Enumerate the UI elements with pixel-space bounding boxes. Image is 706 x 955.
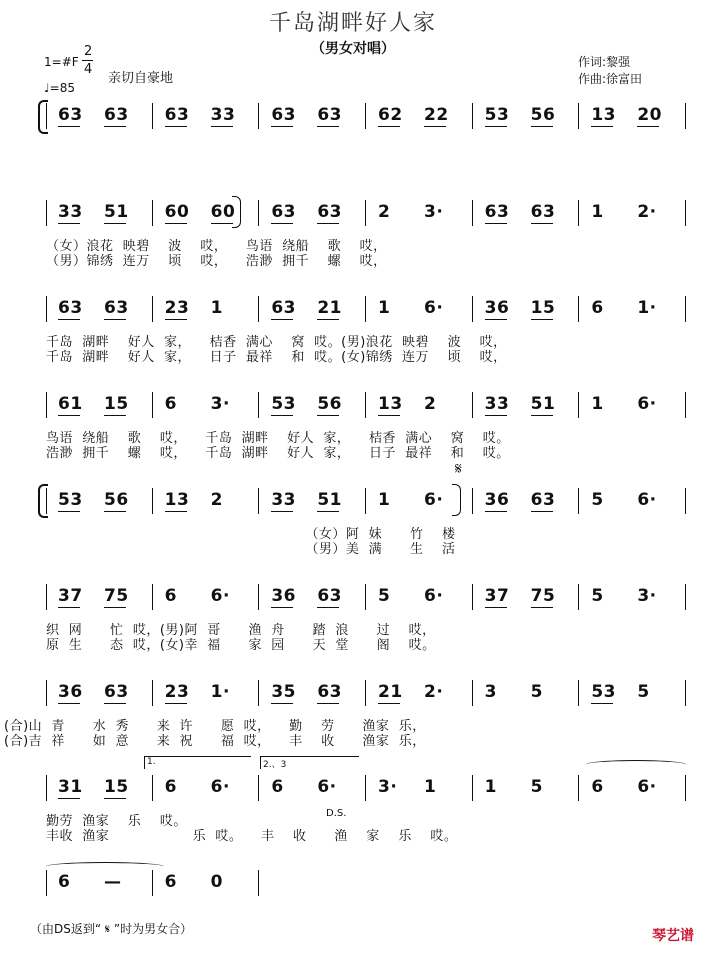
barline: [258, 488, 259, 514]
note: 62: [378, 105, 403, 125]
note: 0: [210, 872, 223, 892]
note: 2·: [424, 682, 444, 702]
beam-line: [485, 607, 507, 608]
barline: [258, 200, 259, 226]
note: 33: [58, 202, 83, 222]
beam-line: [211, 126, 233, 127]
note: 6·: [210, 586, 230, 606]
barline: [472, 584, 473, 610]
beam-line: [104, 415, 126, 416]
note: 2: [424, 394, 437, 414]
song-title: 千岛湖畔好人家: [268, 11, 437, 36]
barline: [685, 200, 686, 226]
beam-line: [317, 126, 339, 127]
volta-second-ending: 2.、3: [260, 756, 359, 769]
note: 63: [530, 490, 556, 510]
note: 63: [271, 202, 296, 222]
note: 6·: [424, 490, 444, 510]
lyric-line: 勤劳 渔家 乐 哎。: [46, 814, 187, 829]
barline: [152, 680, 153, 706]
beam-line: [104, 798, 126, 799]
note: 6: [164, 872, 177, 892]
barline: [152, 775, 153, 801]
beam-line: [317, 607, 339, 608]
note: 5: [530, 777, 543, 797]
note: 2: [378, 202, 391, 222]
note: 6·: [637, 777, 657, 797]
note: 1: [378, 298, 391, 318]
note: 1: [591, 202, 604, 222]
barline: [365, 584, 366, 610]
barline: [578, 584, 579, 610]
barline: [365, 296, 366, 322]
barline: [46, 296, 47, 322]
note: 21: [378, 682, 403, 702]
site-logo: 琴艺谱: [652, 928, 694, 944]
note: 63: [58, 105, 83, 125]
beam-line: [165, 319, 187, 320]
note: 6: [591, 298, 604, 318]
barline: [258, 775, 259, 801]
barline: [152, 296, 153, 322]
beam-line: [271, 415, 293, 416]
beam-line: [317, 415, 339, 416]
barline: [46, 680, 47, 706]
note: 3·: [637, 586, 657, 606]
score-row: [46, 296, 686, 326]
note: 6·: [637, 490, 657, 510]
barline: [258, 584, 259, 610]
note: 5: [637, 682, 650, 702]
note: 6: [271, 777, 284, 797]
barline: [258, 392, 259, 418]
time-signature-line: [82, 60, 93, 61]
note: 2·: [637, 202, 657, 222]
composer-credit: 作曲:徐富田: [578, 72, 643, 86]
barline: [578, 488, 579, 514]
note: 63: [484, 202, 510, 222]
beam-line: [317, 319, 339, 320]
note: 75: [104, 586, 129, 606]
beam-line: [531, 607, 553, 608]
barline: [152, 584, 153, 610]
note: 22: [424, 105, 449, 125]
note: 3·: [424, 202, 444, 222]
barline: [365, 103, 366, 129]
note: 36: [484, 298, 510, 318]
note: 63: [164, 105, 190, 125]
note: 36: [271, 586, 296, 606]
note: 15: [104, 394, 129, 414]
score-row: [46, 775, 686, 805]
barline: [578, 392, 579, 418]
repeat-bracket-left: [38, 100, 48, 134]
beam-line: [58, 703, 80, 704]
beam-line: [531, 126, 553, 127]
note: 63: [58, 298, 83, 318]
note: —: [104, 872, 122, 892]
beam-line: [485, 223, 507, 224]
note: 63: [317, 586, 342, 606]
beam-line: [531, 415, 553, 416]
footnote: （由DS返到“ 𝄋 ”时为男女合）: [30, 922, 193, 936]
barline: [685, 296, 686, 322]
barline: [685, 488, 686, 514]
note: 36: [484, 490, 510, 510]
repeat-bracket-right: [232, 196, 241, 228]
note: 33: [484, 394, 510, 414]
beam-line: [104, 223, 126, 224]
tie-arc: [586, 760, 686, 769]
barline: [472, 392, 473, 418]
note: 63: [104, 105, 129, 125]
barline: [685, 775, 686, 801]
beam-line: [165, 703, 187, 704]
barline: [365, 392, 366, 418]
note: 37: [58, 586, 83, 606]
barline: [258, 296, 259, 322]
note: 75: [530, 586, 556, 606]
score-row: [46, 200, 686, 230]
note: 3·: [210, 394, 230, 414]
barline: [472, 296, 473, 322]
lyric-line: 浩渺 拥千 螺 哎， 千岛 湖畔 好人 家， 日子 最祥 和 哎。: [46, 446, 510, 461]
ds-marking: D.S.: [326, 808, 347, 819]
lyric-line: 千岛 湖畔 好人 家， 桔香 满心 窝 哎。(男)浪花 映碧 波 哎，: [46, 335, 507, 350]
barline: [365, 680, 366, 706]
beam-line: [317, 223, 339, 224]
lyric-line: 织 网 忙 哎，(男)阿 哥 渔 舟 踏 浪 过 哎，: [46, 623, 436, 638]
lyric-line: 鸟语 绕船 歌 哎， 千岛 湖畔 好人 家， 桔香 满心 窝 哎。: [46, 431, 510, 446]
song-subtitle: （男女对唱）: [311, 41, 395, 57]
note: 1: [210, 298, 223, 318]
beam-line: [637, 126, 659, 127]
note: 60: [164, 202, 190, 222]
note: 6: [164, 777, 177, 797]
volta-first-ending: 1.: [144, 756, 251, 769]
note: 20: [637, 105, 662, 125]
beam-line: [104, 511, 126, 512]
note: 36: [58, 682, 83, 702]
note: 3·: [378, 777, 398, 797]
time-signature-numerator: 2: [84, 44, 93, 59]
barline: [46, 870, 47, 896]
segno-icon: 𝄋: [455, 459, 462, 478]
lyric-line: （女）阿 妹 竹 楼: [46, 527, 456, 542]
note: 63: [104, 682, 129, 702]
note: 5: [530, 682, 543, 702]
beam-line: [165, 126, 187, 127]
barline: [258, 680, 259, 706]
note: 51: [317, 490, 342, 510]
note: 6: [164, 586, 177, 606]
beam-line: [271, 511, 293, 512]
tie-arc: [46, 862, 164, 871]
note: 23: [164, 298, 190, 318]
note: 31: [58, 777, 83, 797]
note: 63: [317, 682, 342, 702]
barline: [578, 296, 579, 322]
note: 53: [591, 682, 616, 702]
note: 6: [591, 777, 604, 797]
note: 21: [317, 298, 342, 318]
lyricist-credit: 作词:黎强: [578, 55, 631, 69]
note: 6·: [424, 586, 444, 606]
note: 3: [484, 682, 497, 702]
note: 1: [424, 777, 437, 797]
note: 53: [58, 490, 83, 510]
barline: [365, 775, 366, 801]
barline: [365, 488, 366, 514]
note: 1: [591, 394, 604, 414]
beam-line: [165, 223, 187, 224]
note: 1: [378, 490, 391, 510]
beam-line: [531, 223, 553, 224]
beam-line: [317, 703, 339, 704]
note: 56: [530, 105, 556, 125]
note: 5: [378, 586, 391, 606]
barline: [578, 775, 579, 801]
lyric-line: 原 生 态 哎，(女)幸 福 家 园 天 堂 阁 哎。: [46, 638, 436, 653]
note: 56: [317, 394, 342, 414]
barline: [685, 584, 686, 610]
note: 13: [378, 394, 403, 414]
note: 63: [317, 105, 342, 125]
beam-line: [104, 126, 126, 127]
score-row: [46, 870, 686, 900]
barline: [152, 200, 153, 226]
note: 51: [530, 394, 556, 414]
barline: [472, 200, 473, 226]
beam-line: [58, 415, 80, 416]
note: 13: [164, 490, 190, 510]
note: 6: [164, 394, 177, 414]
barline: [685, 680, 686, 706]
note: 1: [484, 777, 497, 797]
beam-line: [485, 319, 507, 320]
beam-line: [104, 607, 126, 608]
note: 63: [271, 298, 296, 318]
beam-line: [165, 511, 187, 512]
beam-line: [271, 319, 293, 320]
beam-line: [531, 511, 553, 512]
lyric-line: (合)吉 祥 如 意 来 祝 福 哎， 丰 收 渔家 乐，: [4, 734, 426, 749]
note: 37: [484, 586, 510, 606]
note: 6·: [637, 394, 657, 414]
note: 15: [104, 777, 129, 797]
lyric-line: 丰收 渔家 乐 哎。 丰 收 渔 家 乐 哎。: [46, 829, 458, 844]
score-row: [46, 680, 686, 710]
note: 1·: [210, 682, 230, 702]
repeat-bracket-right: [452, 484, 461, 516]
barline: [152, 870, 153, 896]
barline: [46, 392, 47, 418]
beam-line: [271, 607, 293, 608]
beam-line: [271, 223, 293, 224]
note: 51: [104, 202, 129, 222]
beam-line: [271, 126, 293, 127]
beam-line: [58, 126, 80, 127]
beam-line: [58, 319, 80, 320]
score-row: [46, 103, 686, 133]
note: 60: [210, 202, 236, 222]
note: 23: [164, 682, 190, 702]
barline: [46, 775, 47, 801]
barline: [46, 200, 47, 226]
note: 53: [484, 105, 510, 125]
barline: [472, 488, 473, 514]
note: 63: [271, 105, 296, 125]
mood-marking: 亲切自豪地: [108, 71, 174, 86]
beam-line: [378, 703, 400, 704]
repeat-bracket-left: [38, 484, 48, 518]
barline: [152, 103, 153, 129]
beam-line: [58, 223, 80, 224]
lyric-line: （男）美 满 生 活: [46, 542, 456, 557]
beam-line: [424, 126, 446, 127]
note: 6·: [317, 777, 337, 797]
barline: [46, 584, 47, 610]
note: 53: [271, 394, 296, 414]
note: 13: [591, 105, 616, 125]
beam-line: [378, 415, 400, 416]
beam-line: [104, 319, 126, 320]
barline: [365, 200, 366, 226]
note: 2: [210, 490, 223, 510]
barline: [472, 680, 473, 706]
barline: [578, 680, 579, 706]
beam-line: [485, 126, 507, 127]
barline: [685, 103, 686, 129]
note: 5: [591, 490, 604, 510]
barline: [685, 392, 686, 418]
note: 35: [271, 682, 296, 702]
barline: [472, 775, 473, 801]
barline: [258, 103, 259, 129]
beam-line: [591, 126, 613, 127]
lyric-line: （男）锦绣 连万 顷 哎， 浩渺 拥千 螺 哎，: [46, 254, 387, 269]
score-row: [46, 584, 686, 614]
barline: [472, 103, 473, 129]
beam-line: [211, 223, 233, 224]
beam-line: [531, 319, 553, 320]
beam-line: [58, 607, 80, 608]
beam-line: [58, 798, 80, 799]
barline: [578, 200, 579, 226]
note: 6·: [210, 777, 230, 797]
note: 56: [104, 490, 129, 510]
beam-line: [58, 511, 80, 512]
beam-line: [591, 703, 613, 704]
note: 6: [58, 872, 71, 892]
note: 33: [210, 105, 236, 125]
note: 15: [530, 298, 556, 318]
barline: [578, 103, 579, 129]
barline: [258, 870, 259, 896]
time-signature-denominator: 4: [84, 62, 93, 77]
score-row: [46, 488, 686, 518]
barline: [152, 488, 153, 514]
beam-line: [485, 415, 507, 416]
beam-line: [271, 703, 293, 704]
lyric-line: (合)山 青 水 秀 来 许 愿 哎， 勤 劳 渔家 乐，: [4, 719, 426, 734]
lyric-line: 千岛 湖畔 好人 家， 日子 最祥 和 哎。(女)锦绣 连万 顷 哎，: [46, 350, 507, 365]
note: 6·: [424, 298, 444, 318]
note: 33: [271, 490, 296, 510]
note: 63: [530, 202, 556, 222]
note: 63: [104, 298, 129, 318]
score-row: [46, 392, 686, 422]
key-signature: 1=#F: [44, 55, 79, 69]
lyric-line: （女）浪花 映碧 波 哎， 鸟语 绕船 歌 哎，: [46, 239, 387, 254]
note: 5: [591, 586, 604, 606]
beam-line: [104, 703, 126, 704]
beam-line: [378, 126, 400, 127]
note: 63: [317, 202, 342, 222]
beam-line: [485, 511, 507, 512]
tempo-marking: ♩=85: [44, 81, 75, 95]
barline: [152, 392, 153, 418]
beam-line: [317, 511, 339, 512]
note: 1·: [637, 298, 657, 318]
note: 61: [58, 394, 83, 414]
